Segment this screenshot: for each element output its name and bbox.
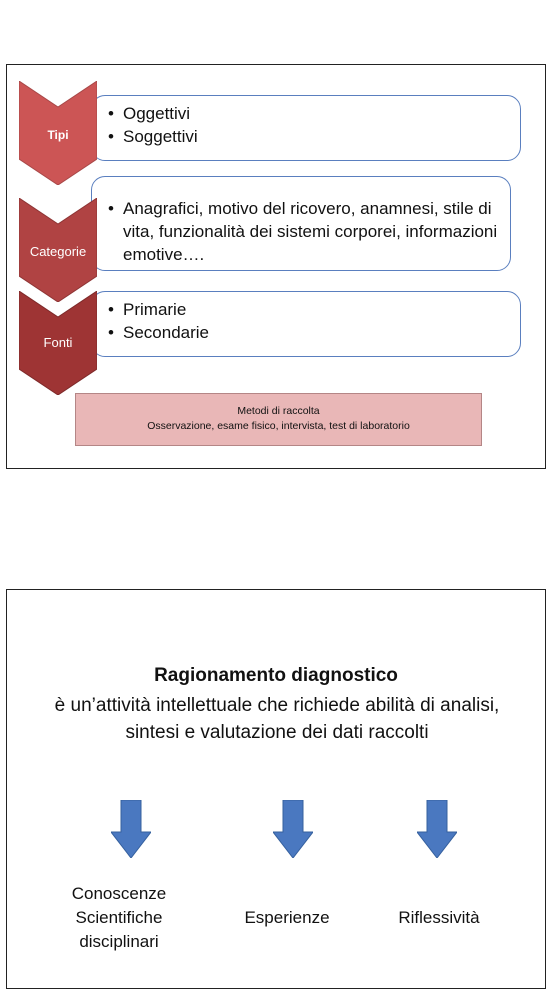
column-label-riflessivita: Riflessività: [398, 908, 480, 927]
chevron-categorie: [19, 198, 97, 302]
tipi-list: [106, 102, 520, 148]
list-item: • Secondarie: [106, 321, 520, 344]
row-box-fonti: [91, 291, 521, 357]
slide-diagnostic-reasoning: [6, 589, 546, 989]
row-box-tipi: [91, 95, 521, 161]
chevron-label-tipi: Tipi: [47, 128, 69, 142]
methods-title: Metodi di raccolta: [237, 405, 320, 417]
methods-box: [75, 393, 482, 446]
chevron-tipi: [19, 81, 97, 185]
list-item: • Soggettivi: [106, 125, 520, 148]
chevron-fonti: [19, 291, 97, 395]
slide-subtitle: è un’attività intellettuale che richiede abilità di analisi, sintesi e valutazione dei dati raccolti: [54, 695, 500, 743]
slide-title: Ragionamento diagnostico: [154, 665, 398, 686]
slide-data-collection: [6, 64, 546, 469]
methods-text: Osservazione, esame fisico, intervista, test di laboratorio: [147, 420, 410, 432]
column-label-conoscenze: Conoscenze Scientifiche disciplinari: [71, 884, 167, 951]
list-item: • Oggettivi: [106, 102, 520, 125]
chevron-label-categorie: Categorie: [29, 244, 87, 259]
list-item: • Primarie: [106, 298, 520, 321]
row-box-categorie: [91, 176, 511, 271]
fonti-list: [106, 298, 520, 344]
arrow-down-icon: [417, 800, 457, 858]
list-item: • Anagrafici, motivo del ricovero, anamnesi, stile di vita, funzionalità dei sistemi corporei, informazioni emotive….: [106, 197, 506, 266]
categorie-list: [106, 197, 506, 266]
arrow-down-icon: [111, 800, 151, 858]
chevron-label-fonti: Fonti: [43, 335, 73, 350]
arrow-down-icon: [273, 800, 313, 858]
column-label-esperienze: Esperienze: [244, 908, 330, 927]
